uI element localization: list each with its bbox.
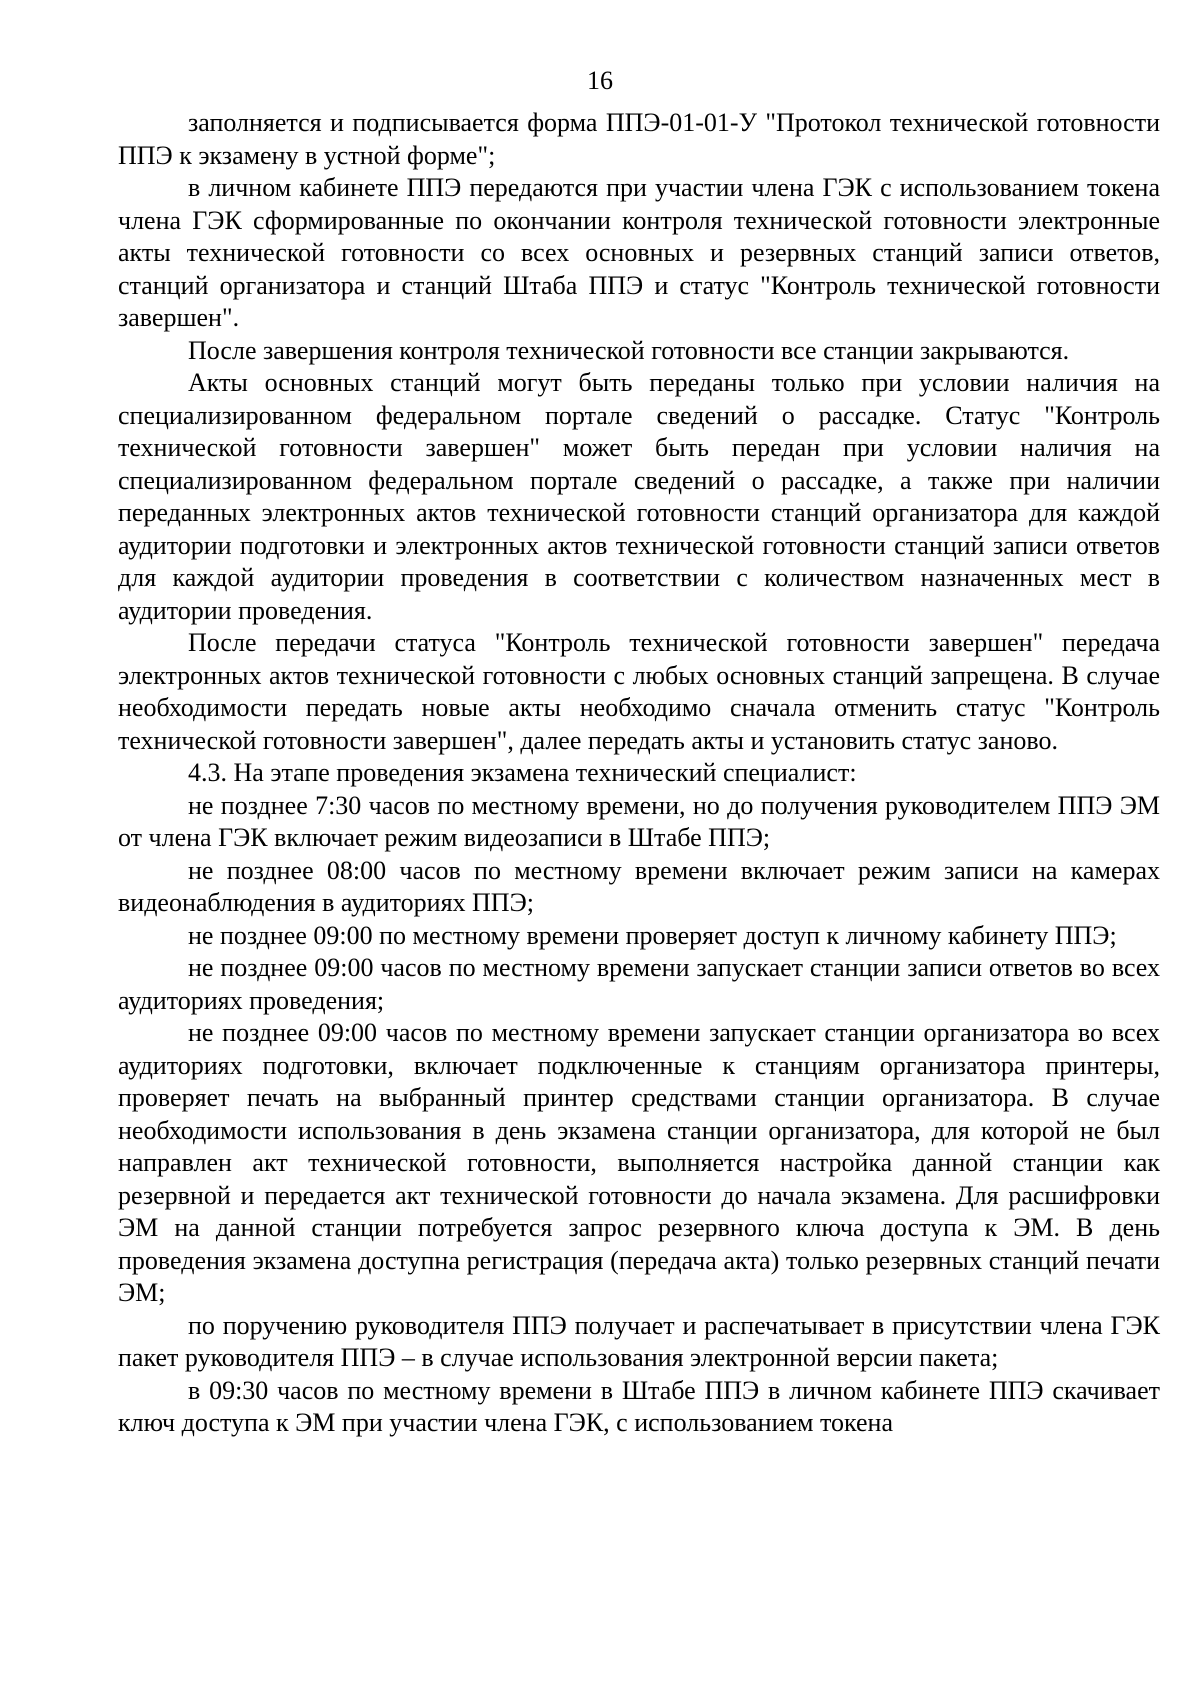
paragraph: заполняется и подписывается форма ППЭ-01-01-У "Протокол технической готовности ППЭ к экзамену в устной форме"; — [118, 108, 1160, 170]
paragraph: не позднее 09:00 часов по местному времени запускает станции записи ответов во всех аудиториях проведения; — [118, 953, 1160, 1015]
paragraph: не позднее 09:00 по местному времени проверяет доступ к личному кабинету ППЭ; — [188, 920, 1117, 950]
paragraph: не позднее 08:00 часов по местному времени включает режим записи на камерах видеонаблюдения в аудиториях ППЭ; — [118, 855, 1160, 917]
paragraph: в личном кабинете ППЭ передаются при участии члена ГЭК с использованием токена члена ГЭК сформированные по окончании контроля технической готовности электронные акты технической готовности со всех основных и резервных станций записи ответов, станций организатора и станций Штаба ППЭ и статус "Контроль технической готовности завершен". — [118, 173, 1160, 332]
paragraph: не позднее 09:00 часов по местному времени запускает станции организатора во всех аудиториях подготовки, включает подключенные к станциям организатора принтеры, проверяет печать на выбранный принтер средствами станции организатора. В случае необходимости использования в день экзамена станции организатора, для которой не был направлен акт технической готовности, выполняется настройка данной станции как резервной и передается акт технической готовности до начала экзамена. Для расшифровки ЭМ на данной станции потребуется запрос резервного ключа доступа к ЭМ. В день проведения экзамена доступна регистрация (передача акта) только резервных станций печати ЭМ; — [118, 1018, 1160, 1307]
body-text — [118, 107, 1160, 1440]
paragraph: 4.3. На этапе проведения экзамена технический специалист: — [188, 758, 857, 787]
paragraph: После завершения контроля технической готовности все станции закрываются. — [188, 335, 1070, 365]
paragraph: не позднее 7:30 часов по местному времени, но до получения руководителем ППЭ ЭМ от члена ГЭК включает режим видеозаписи в Штабе ППЭ; — [118, 790, 1160, 852]
page-number: 16 — [587, 66, 613, 95]
paragraph: Акты основных станций могут быть переданы только при условии наличия на специализированном федеральном портале сведений о рассадке. Статус "Контроль технической готовности завершен" может быть передан при условии наличия на специализированном федеральном портале сведений о рассадке, а также при наличии переданных электронных актов технической готовности станций организатора для каждой аудитории подготовки и электронных актов технической готовности станций записи ответов для каждой аудитории проведения в соответствии с количеством назначенных мест в аудитории проведения. — [118, 368, 1160, 625]
paragraph: по поручению руководителя ППЭ получает и распечатывает в присутствии члена ГЭК пакет руководителя ППЭ – в случае использования электронной версии пакета; — [118, 1310, 1160, 1372]
paragraph: в 09:30 часов по местному времени в Штабе ППЭ в личном кабинете ППЭ скачивает ключ доступа к ЭМ при участии члена ГЭК, с использованием токена — [118, 1375, 1160, 1437]
paragraph: После передачи статуса "Контроль технической готовности завершен" передача электронных актов технической готовности с любых основных станций запрещена. В случае необходимости передать новые акты необходимо сначала отменить статус "Контроль технической готовности завершен", далее передать акты и установить статус заново. — [118, 628, 1160, 755]
